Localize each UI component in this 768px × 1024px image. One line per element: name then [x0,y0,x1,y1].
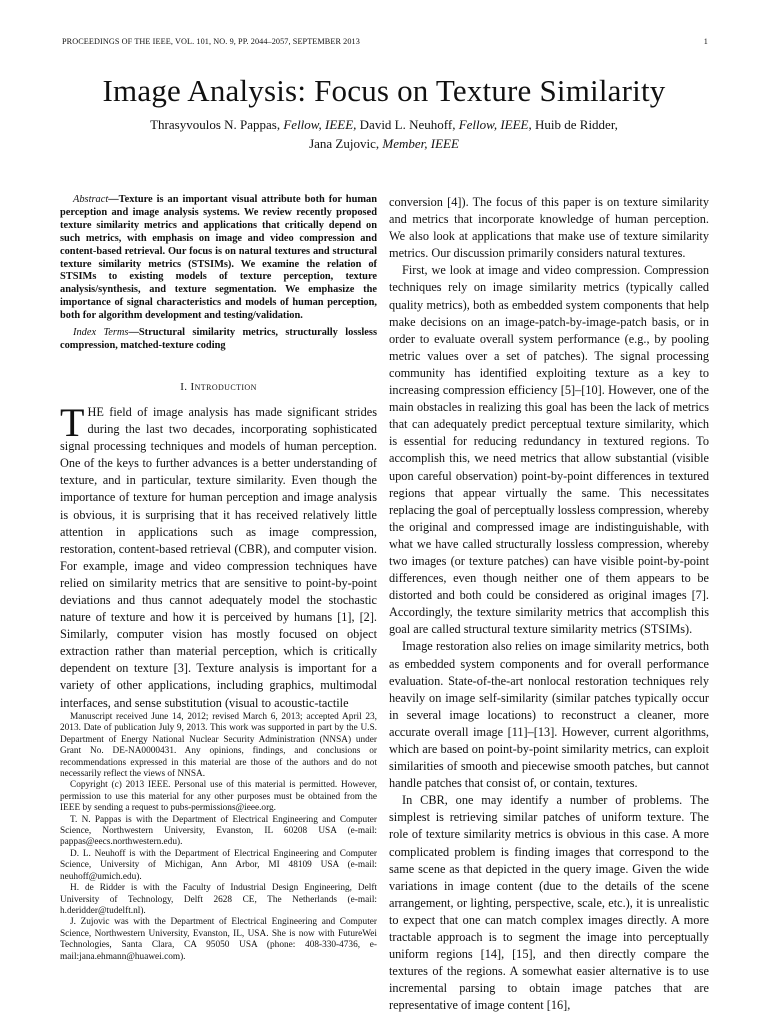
body-paragraph: First, we look at image and video compression. Compression techniques rely on image similarity metrics (typically called quality metrics), both as embedded system components that help make decisions on an image-patch-by-image-patch basis, or in order to evaluate overall system performance (e.g., by pooling metric values over a set of patches). The signal processing community has identified exploiting texture as a key to increasing compression efficiency [5]–[10]. However, one of the main obstacles in realizing this goal has been the lack of metrics that can adequately predict perceptual texture similarity, which is essential for reducing redundancy in textured regions. To accomplish this, we need metrics that allow substantial (visible upon careful observation) point-by-point differences in textured regions that appear virtually the same. This necessitates replacing the goal of perceptually lossless compression, whereby the original and compressed image are indistinguishable, with what we have called structurally lossless compression, whereby two images (or texture patches) can have visible point-by-point differences, even though neither one of them appears to be distorted and both could be considered as original images [7]. Accordingly, the texture similarity metrics that accomplish this goal are called structural texture similarity metrics (STSIMs). [389,263,709,637]
author-list [0,115,768,153]
footnote-affiliation: D. L. Neuhoff is with the Department of Electrical Engineering and Computer Science, University of Michigan, Ann Arbor, MI 48109 USA (e-mail: neuhoff@umich.edu). [60,848,377,882]
abstract-label: Abstract [73,194,109,205]
body-paragraph: conversion [4]). The focus of this paper is on texture similarity and metrics that incorporate knowledge of human perception. We also look at applications that make use of texture similarity metrics. Our discussion primarily considers natural textures. [389,195,709,261]
index-terms [60,327,377,353]
author-role: Fellow, IEEE, [283,117,357,132]
footnote-manuscript: Manuscript received June 14, 2012; revised March 6, 2013; accepted April 23, 2013. Date of publication July 9, 2013. This work was supported in part by the U.S. Department of Energy National Nuclear Security Administration (NNSA) under Grant No. DE-NA0000431. Any opinions, findings, and conclusions or recommendations expressed in this material are those of the authors and do not necessarily reflect the views of NNSA. [60,712,377,780]
right-column [389,194,709,1015]
footnote-affiliation: H. de Ridder is with the Faculty of Industrial Design Engineering, Delft University of Technology, Delft 2628 CE, The Netherlands (e-mail: h.deridder@tudelft.nl). [60,883,377,916]
author-name: Jana Zujovic, [309,136,383,151]
journal-citation: PROCEEDINGS OF THE IEEE, VOL. 101, NO. 9, PP. 2044–2057, SEPTEMBER 2013 [62,37,360,46]
index-terms-label: Index Terms [73,327,129,339]
abstract-text: —Texture is an important visual attribute both for human perception and image analysis systems. We review recently proposed texture similarity metrics and applications that critically depend on such metrics, with emphasis on image and video compression and content-based retrieval. Our focus is on natural textures and structural texture similarity metrics (STSIMs). We examine the relation of STSIMs to existing models of texture perception, texture analysis/synthesis, and texture segmentation. We emphasize the importance of signal characteristics and models of human perception, both for algorithm development and testing/validation. [60,194,377,322]
footnote-copyright: Copyright (c) 2013 IEEE. Personal use of this material is permitted. However, permission to use this material for any other purposes must be obtained from the IEEE by sending a request to pubs-permissions@ieee.org. [60,780,377,814]
author-name: Thrasyvoulos N. Pappas, [150,117,284,132]
index-terms-text: —Structural similarity metrics, structurally lossless compression, matched-texture coding [60,327,378,351]
body-paragraph: Image restoration also relies on image similarity metrics, both as embedded system components and for overall performance evaluation. State-of-the-art nonlocal restoration techniques rely heavily on image self-similarity (similar patches typically occur in several image locations) to reconstruct a cleaner, more accurate overall image [11]–[13]. However, current algorithms, which are based on point-by-point similarity metrics, can exploit similarities of smooth and piecewise smooth patches, but cannot handle patches that consist of, or contain, textures. [389,639,709,791]
author-name: Huib de Ridder, [531,117,618,132]
footnotes [60,712,377,963]
author-name: David L. Neuhoff, [356,117,459,132]
intro-paragraph [60,399,377,712]
running-header [0,37,768,49]
page-number: 1 [703,37,708,46]
body-paragraph: In CBR, one may identify a number of problems. The simplest is retrieving similar patches of uniform texture. The role of texture similarity metrics is obvious in this case. A more complicated problem is finding images that correspond to the same scene as that depicted in the query image. Given the wide variations in image content (due to the details of the scene arrangement, or lighting, perspective, scale, etc.), it is unrealistic to expect that one can match complex images directly. A more tractable approach is to segment the image into perceptually uniform regions [14], [15], and then directly compare the textures of the regions. A somewhat easier alternative is to use incremental parsing to obtain image patches that are representative of image content [16], [389,793,709,1013]
paper-title: Image Analysis: Focus on Texture Similarity [102,73,666,108]
abstract [60,194,377,323]
author-role: Fellow, IEEE, [458,117,532,132]
drop-cap: T [60,399,85,445]
intro-text: HE field of image analysis has made significant strides during the last two decades, incorporating sophisticated signal processing techniques and models of human perception. One of the keys to further advances is a better understanding of texture, and in particular, texture similarity. Even though the importance of texture for human perception and image analysis is obvious, it is surprising that it has received relatively little attention in applications such as image compression, restoration, content-based retrieval (CBR), and computer vision. For example, image and video compression techniques have relied on similarity metrics that are sensitive to point-by-point deviations and thus cannot adequately model the stochastic nature of texture and how it is perceived by humans [1], [2]. Similarly, computer vision has mostly focused on object extraction rather than material perception, which is critically dependent on texture [3]. Texture analysis is important for a variety of other applications, including graphics, multimodal interfaces, and sense substitution (visual to acoustic-tactile [60,404,377,710]
footnote-affiliation: J. Zujovic was with the Department of Electrical Engineering and Computer Science, Northwestern University, Evanston, IL, USA. She is now with FutureWei Technologies, Santa Clara, CA 95050 USA (phone: 408-330-4736, e-mail:jana.ehmann@huawei.com). [60,917,377,962]
author-role: Member, IEEE [382,136,459,151]
left-column [60,194,377,712]
footnote-affiliation: T. N. Pappas is with the Department of Electrical Engineering and Computer Science, Northwestern University, Evanston, IL 60208 USA (e-mail: pappas@eecs.northwestern.edu). [60,814,377,848]
section-heading: I. Introduction [180,380,257,393]
